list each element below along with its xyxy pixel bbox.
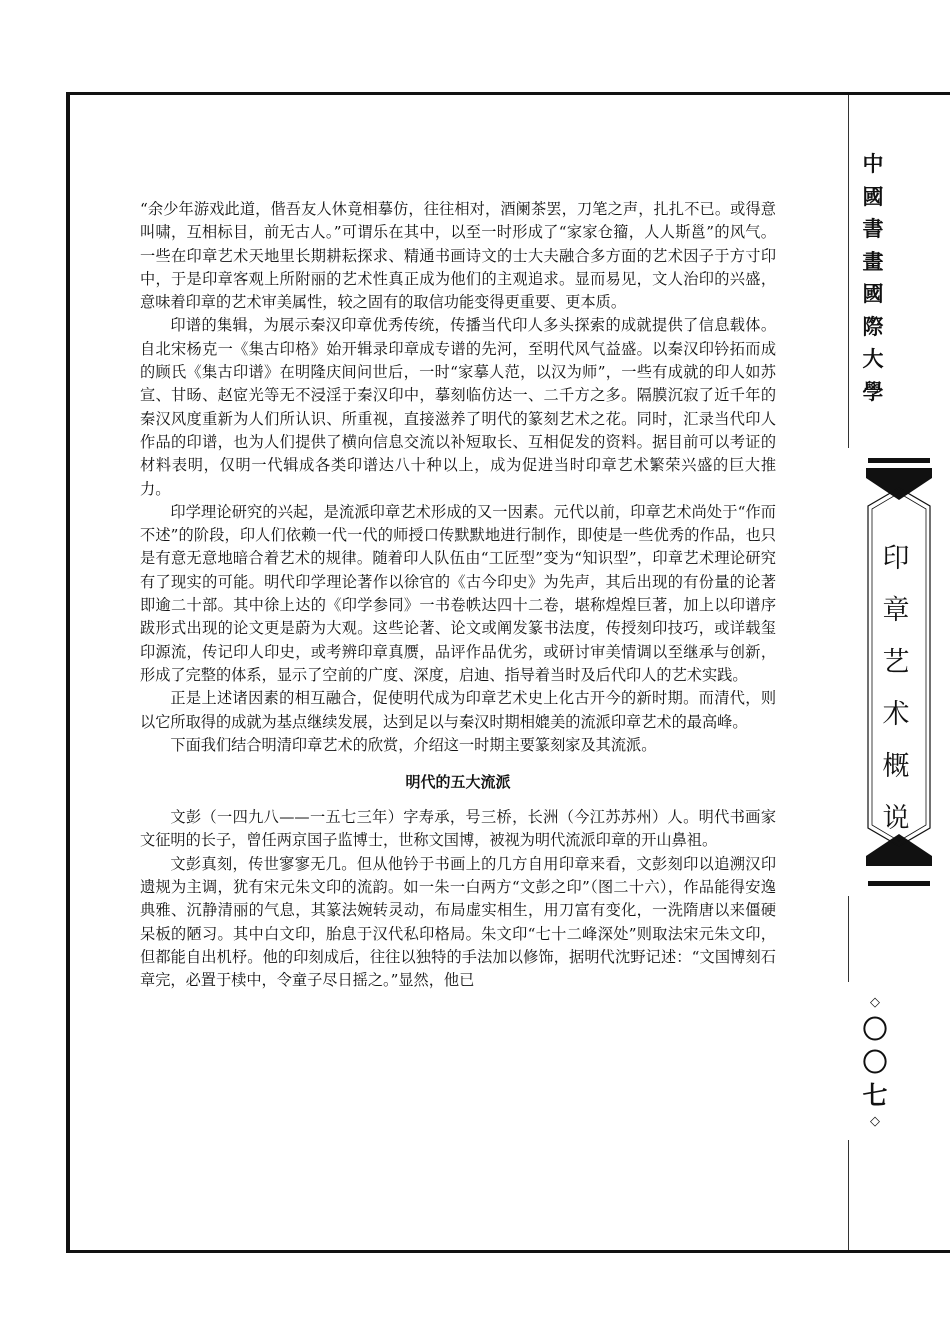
chapter-title-char: 印 [882, 543, 910, 574]
section-heading: 明代的五大流派 [405, 773, 511, 792]
paragraph: “余少年游戏此道，偕吾友人休竟相摹仿，往往相对，酒阑茶罢，刀笔之声，扎扎不已。或得意叫啸，互相标目，前无古人。”可谓乐在其中，以至一时形成了“家家仓籀，人人斯邕”的风气。一些在印章艺术天地里长期耕耘探求、精通书画诗文的士大夫融合多方面的艺术因子于方寸印中，于是印章客观上所附丽的艺术性真正成为他们的主观追求。显而易见，文人治印的兴盛，意味着印章的艺术审美属性，较之固有的取信功能变得更重要、更本质。 [140, 200, 776, 312]
page-number-digits [858, 1013, 892, 1112]
university-char: 國 [862, 282, 884, 306]
diamond-icon: ◇ [870, 1114, 880, 1129]
chapter-title-char: 艺 [882, 647, 910, 678]
page-digit: 七 [862, 1081, 888, 1110]
paragraph: 下面我们结合明清印章艺术的欣赏，介绍这一时期主要篆刻家及其流派。 [170, 735, 657, 754]
university-char: 書 [862, 217, 884, 241]
paragraph: 正是上述诸因素的相互融合，促使明代成为印章艺术史上化古开今的新时期。而清代，则以它所取得的成就为基点继续发展，达到足以与秦汉时期相媲美的流派印章艺术的最高峰。 [140, 689, 776, 731]
frame-left-border [66, 92, 70, 1253]
sidebar-divider-upper [848, 95, 849, 448]
chapter-title-char: 章 [882, 595, 910, 626]
page-digit: 〇 [862, 1048, 888, 1077]
paragraph: 文彭（一四九八——一五七三年）字寿承，号三桥，长洲（今江苏苏州）人。明代书画家文征明的长子，曾任两京国子监博士，世称文国博，被视为明代流派印章的开山鼻祖。 [140, 808, 776, 850]
frame-top-border [66, 92, 950, 95]
paragraph: 文彭真刻，传世寥寥无几。但从他钤于书画上的几方自用印章来看，文彭刻印以追溯汉印遗规为主调，犹有宋元朱文印的流韵。如一朱一白两方“文彭之印”（图二十六），作品能得安逸典雅、沉静清丽的气息，其篆法婉转灵动，布局虚实相生，用刀富有变化，一洗隋唐以来僵硬呆板的陋习。其中白文印，胎息于汉代私印格局。朱文印“七十二峰深处”则取法宋元朱文印，但都能自出机杼。他的印刻成后，往往以独特的手法加以修饰，据明代沈野记述：“文国博刻石章完，必置于椟中，令童子尽日摇之。”显然，他已 [140, 854, 776, 990]
body-text [140, 198, 776, 993]
sidebar-divider-lower [848, 1140, 849, 1250]
university-char: 際 [862, 314, 884, 339]
university-char: 大 [862, 347, 884, 371]
page-digit: 〇 [862, 1015, 888, 1044]
university-char: 畫 [862, 249, 884, 274]
paragraph: 印学理论研究的兴起，是流派印章艺术形成的又一因素。元代以前，印章艺术尚处于“作而不述”的阶段，印人们依赖一代一代的师授口传默默地进行制作，即使是一些优秀的作品，也只是有意无意地暗合着艺术的规律。随着印人队伍由“工匠型”变为“知识型”，印章艺术理论研究有了现实的可能。明代印学理论著作以徐官的《古今印史》为先声，其后出现的有份量的论著即逾二十部。其中徐上达的《印学参同》一书卷帙达四十二卷，堪称煌煌巨著，加上以印谱序跋形式出现的论文更是蔚为大观。这些论著、论文或阐发篆书法度，传授刻印技巧，或详载玺印源流，传记印人印史，或考辨印章真赝，品评作品优劣，或研讨审美情调以至继承与创新，形成了完整的体系，显示了空前的广度、深度，启迪、指导着当时及后代印人的艺术实践。 [140, 502, 776, 684]
diamond-icon: ◇ [870, 995, 880, 1010]
chapter-title-char: 概 [882, 751, 910, 782]
chapter-title-vertical [872, 533, 920, 845]
page-number [858, 993, 892, 1132]
university-char: 國 [862, 184, 884, 209]
university-char: 學 [862, 379, 884, 404]
university-name-vertical [860, 148, 886, 408]
paragraph: 印谱的集辑，为展示秦汉印章优秀传统，传播当代印人多头探索的成就提供了信息载体。自北宋杨克一《集古印格》始开辑录印章成专谱的先河，至明代风气益盛。以秦汉印钤拓而成的顾氏《集古印谱》在明隆庆间问世后，一时“家摹人范，以汉为师”，一些有成就的印人如苏宣、甘旸、赵宧光等无不浸淫于秦汉印中，摹刻临仿达一、二千方之多。隔膜沉寂了近千年的秦汉风度重新为人们所认识、所重视，直接滋养了明代的篆刻艺术之花。同时，汇录当代印人作品的印谱，也为人们提供了横向信息交流以补短取长、互相促发的资料。据目前可以考证的材料表明，仅明一代辑成各类印谱达八十种以上，成为促进当时印章艺术繁荣兴盛的巨大推力。 [140, 316, 776, 498]
chapter-title-char: 说 [882, 803, 910, 834]
university-char: 中 [862, 152, 884, 176]
sidebar-divider-middle [848, 896, 849, 982]
chapter-title-char: 术 [882, 699, 910, 730]
frame-bottom-border [66, 1250, 950, 1253]
